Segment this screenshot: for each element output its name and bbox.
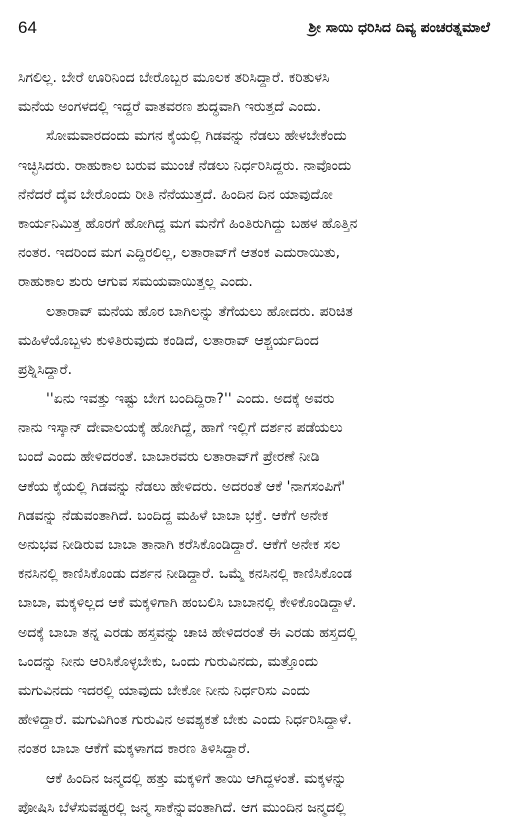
text-line: ಲತಾರಾವ್ ಮನೆಯ ಹೊರ ಬಾಗಿಲನ್ನು ತೆಗೆಯಲು ಹೋದರು. ಪರಿಚಿತ	[46, 303, 353, 320]
text-line: ಹೇಳಿದ್ದಾರೆ. ಮಗುವಿಗಿಂತ ಗುರುವಿನ ಅವಶ್ಯಕತೆ ಬೇಕು ಎಂದು ನಿರ್ಧರಿಸಿದ್ದಾಳೆ.	[18, 712, 352, 729]
text-line: ಬಂದೆ ಎಂದು ಹೇಳಿದರಂತೆ. ಬಾಬಾರವರು ಲತಾರಾವ್‌ಗೆ ಪ್ರೇರಣೆ ನೀಡಿ	[18, 449, 320, 466]
text-line: ಕನಸಿನಲ್ಲಿ ಕಾಣಿಸಿಕೊಂಡು ದರ್ಶನ ನೀಡಿದ್ದಾರೆ. ಒಮ್ಮೆ ಕನಸಿನಲ್ಲಿ ಕಾಣಿಸಿಕೊಂಡ	[18, 566, 352, 583]
text-line: ಸಿಗಲಿಲ್ಲ. ಬೇರೆ ಊರಿನಿಂದ ಬೇರೊಬ್ಬರ ಮೂಲಕ ತರಿಸಿದ್ದಾರೆ. ಕರಿತುಳಸಿ	[18, 70, 330, 86]
text-line: ಮಗುವಿನದು ಇದರಲ್ಲಿ ಯಾವುದು ಬೇಕೋ ನೀನು ನಿರ್ಧರಿಸು ಎಂದು	[18, 682, 310, 699]
body-text	[18, 64, 496, 823]
text-line: ನಂತರ ಬಾಬಾ ಆಕೆಗೆ ಮಕ್ಕಳಾಗದ ಕಾರಣ ತಿಳಿಸಿದ್ದಾರೆ.	[18, 741, 251, 758]
text-line: ಪೋಷಿಸಿ ಬೆಳೆಸುವಷ್ಟರಲ್ಲಿ ಜನ್ಮ ಸಾಕೆನ್ನುವಂತಾಗಿದೆ. ಆಗ ಮುಂದಿನ ಜನ್ಮದಲ್ಲಿ	[18, 799, 346, 816]
text-line: ಕಾರ್ಯನಿಮಿತ್ತ ಹೊರಗೆ ಹೋಗಿದ್ದ ಮಗ ಮನೆಗೆ ಹಿಂತಿರುಗಿದ್ದು ಬಹಳ ಹೊತ್ತಿನ	[18, 215, 358, 232]
text-line: ಅನುಭವ ನೀಡಿರುವ ಬಾಬಾ ತಾನಾಗಿ ಕರೆಸಿಕೊಂಡಿದ್ದಾರೆ. ಆಕೆಗೆ ಅನೇಕ ಸಲ	[18, 537, 341, 553]
text-line: ಆಕೆ ಹಿಂದಿನ ಜನ್ಮದಲ್ಲಿ ಹತ್ತು ಮಕ್ಕಳಿಗೆ ತಾಯಿ ಆಗಿದ್ದಳಂತೆ. ಮಕ್ಕಳನ್ನು	[46, 770, 347, 787]
text-line: ಗಿಡವನ್ನು ನೆಡುವಂತಾಗಿದೆ. ಬಂದಿದ್ದ ಮಹಿಳೆ ಬಾಬಾ ಭಕ್ತೆ. ಆಕೆಗೆ ಅನೇಕ	[18, 507, 329, 524]
text-line: ಸೋಮವಾರದಂದು ಮಗನ ಕೈಯಲ್ಲಿ ಗಿಡವನ್ನು ನೆಡಲು ಹೇಳಬೇಕೆಂದು	[46, 128, 347, 145]
running-title: ಶ್ರೀ ಸಾಯಿ ಧರಿಸಿದ ದಿವ್ಯ ಪಂಚರತ್ನಮಾಲೆ	[308, 20, 490, 36]
text-line: ಇಚ್ಛಿಸಿದರು. ರಾಹುಕಾಲ ಬರುವ ಮುಂಚೆ ನೆಡಲು ನಿರ್ಧರಿಸಿದ್ದರು. ನಾವೊಂದು	[18, 157, 352, 174]
text-line: ನಂತರ. ಇದರಿಂದ ಮಗ ಎದ್ದಿರಲಿಲ್ಲ, ಲತಾರಾವ್‌ಗೆ ಆತಂಕ ಎದುರಾಯಿತು,	[18, 245, 341, 262]
text-line: ನೆನೆದರೆ ದೈವ ಬೇರೊಂದು ರೀತಿ ನೆನೆಯುತ್ತದೆ. ಹಿಂದಿನ ದಿನ ಯಾವುದೋ	[18, 186, 333, 203]
text-line: ಪ್ರಶ್ನಿಸಿದ್ದಾರೆ.	[18, 361, 73, 378]
text-line: ಆಕೆಯ ಕೈಯಲ್ಲಿ ಗಿಡವನ್ನು ನೆಡಲು ಹೇಳಿದರು. ಅದರಂತೆ ಆಕೆ 'ನಾಗಸಂಪಿಗೆ'	[18, 478, 346, 495]
page-number: 64	[18, 18, 37, 37]
text-line: ''ಏನು ಇವತ್ತು ಇಷ್ಟು ಬೇಗ ಬಂದಿದ್ದಿರಾ?'' ಎಂದು. ಅದಕ್ಕೆ ಅವರು	[46, 391, 335, 408]
text-line: ಬಾಬಾ, ಮಕ್ಕಳಿಲ್ಲದ ಆಕೆ ಮಕ್ಕಳಿಗಾಗಿ ಹಂಬಲಿಸಿ ಬಾಬಾನಲ್ಲಿ ಕೇಳಿಕೊಂಡಿದ್ದಾಳೆ.	[18, 595, 357, 612]
text-line: ಒಂದನ್ನು ನೀನು ಆರಿಸಿಕೊಳ್ಳಬೇಕು, ಒಂದು ಗುರುವಿನದು, ಮತ್ತೊಂದು	[18, 653, 319, 670]
text-line: ನಾನು ಇಸ್ಕಾನ್ ದೇವಾಲಯಕ್ಕೆ ಹೋಗಿದ್ದೆ, ಹಾಗೆ ಇಲ್ಲಿಗೆ ದರ್ಶನ ಪಡೆಯಲು	[18, 420, 343, 437]
text-line: ಅದಕ್ಕೆ ಬಾಬಾ ತನ್ನ ಎರಡು ಹಸ್ತವನ್ನು ಚಾಚಿ ಹೇಳಿದರಂತೆ ಈ ಎರಡು ಹಸ್ತದಲ್ಲಿ	[18, 624, 358, 641]
page-header	[18, 16, 490, 44]
text-line: ಮನೆಯ ಅಂಗಳದಲ್ಲಿ ಇದ್ದರೆ ವಾತವರಣ ಶುದ್ಧವಾಗಿ ಇರುತ್ತದೆ ಎಂದು.	[18, 99, 322, 116]
text-line: ಮಹಿಳೆಯೊಬ್ಬಳು ಕುಳಿತಿರುವುದು ಕಂಡಿದೆ, ಲತಾರಾವ್ ಆಶ್ಚರ್ಯದಿಂದ	[18, 332, 319, 349]
text-line: ರಾಹುಕಾಲ ಶುರು ಆಗುವ ಸಮಯವಾಯಿತ್ತಲ್ಲ ಎಂದು.	[18, 274, 253, 291]
